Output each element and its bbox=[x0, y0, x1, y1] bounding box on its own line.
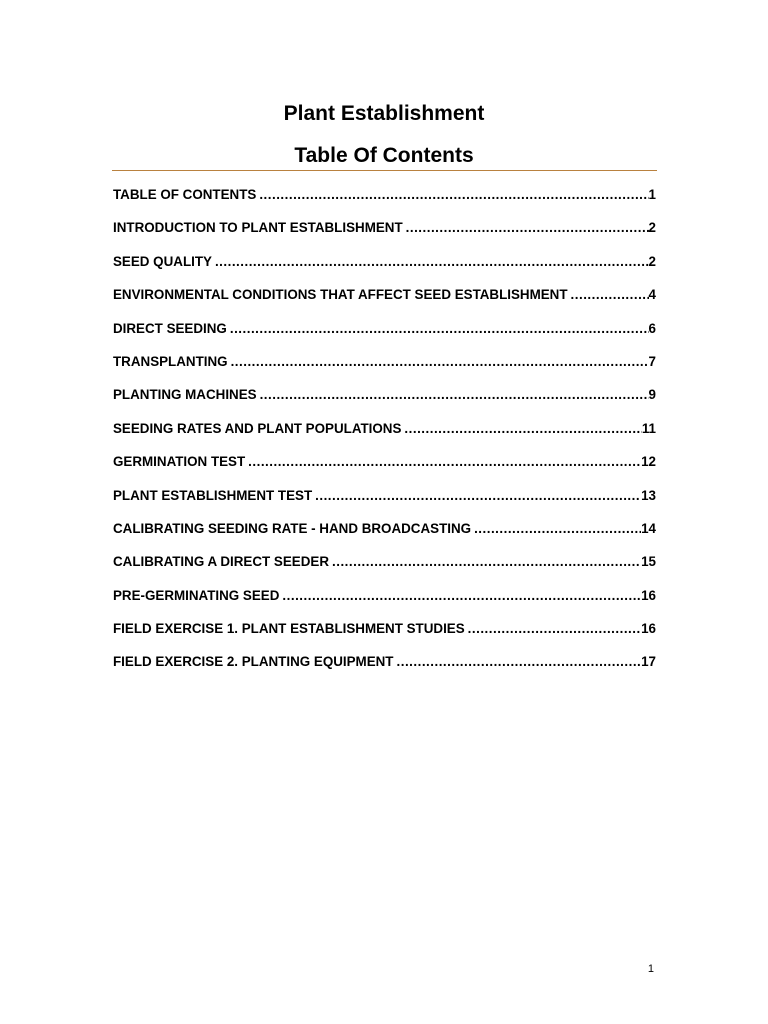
toc-entry-page: 14 bbox=[641, 520, 656, 536]
page-number: 1 bbox=[647, 963, 654, 975]
toc-leader-dots bbox=[257, 384, 649, 406]
toc-leader-dots bbox=[312, 485, 641, 507]
toc-leader-dots bbox=[394, 651, 642, 673]
toc-entry-title: CALIBRATING A DIRECT SEEDER bbox=[113, 554, 329, 570]
toc-leader-dots bbox=[568, 284, 649, 306]
toc-leader-dots bbox=[227, 318, 649, 340]
toc-entry-title: DIRECT SEEDING bbox=[113, 320, 227, 336]
toc-entry-page: 17 bbox=[641, 654, 656, 670]
toc-leader-dots bbox=[256, 184, 648, 206]
toc-entry-title: SEED QUALITY bbox=[113, 253, 212, 269]
toc-entry[interactable] bbox=[113, 418, 656, 451]
toc-entry[interactable] bbox=[113, 184, 656, 217]
toc-entry[interactable] bbox=[113, 284, 656, 317]
toc-leader-dots bbox=[228, 351, 649, 373]
toc-entry-page: 2 bbox=[648, 253, 656, 269]
toc-entry-page: 15 bbox=[641, 554, 656, 570]
toc-entry-page: 11 bbox=[641, 420, 656, 436]
toc-entry[interactable] bbox=[113, 585, 656, 618]
toc-entry[interactable] bbox=[113, 651, 656, 684]
toc-entry-page: 4 bbox=[648, 287, 656, 303]
toc-entry[interactable] bbox=[113, 351, 656, 384]
toc-entry-title: CALIBRATING SEEDING RATE - HAND BROADCASTING bbox=[113, 520, 472, 536]
toc-entry[interactable] bbox=[113, 384, 656, 417]
toc-leader-dots bbox=[329, 551, 641, 573]
toc-leader-dots bbox=[465, 618, 641, 640]
toc-entry[interactable] bbox=[113, 217, 656, 250]
toc-entry-title: PLANTING MACHINES bbox=[113, 387, 257, 403]
toc-entry-page: 2 bbox=[648, 220, 656, 236]
toc-leader-dots bbox=[401, 418, 641, 440]
toc-entry-page: 12 bbox=[641, 454, 656, 470]
toc-list bbox=[113, 184, 656, 685]
toc-entry-page: 1 bbox=[648, 187, 656, 202]
toc-leader-dots bbox=[403, 217, 649, 239]
toc-entry[interactable] bbox=[113, 451, 656, 484]
document-title: Plant Establishment bbox=[283, 102, 485, 125]
toc-entry-title: SEEDING RATES AND PLANT POPULATIONS bbox=[113, 420, 402, 436]
toc-entry-title: TABLE OF CONTENTS bbox=[113, 187, 257, 202]
toc-entry-page: 16 bbox=[641, 621, 656, 637]
toc-entry-title: INTRODUCTION TO PLANT ESTABLISHMENT bbox=[113, 220, 403, 236]
toc-entry-title: FIELD EXERCISE 1. PLANT ESTABLISHMENT STUDIES bbox=[113, 621, 465, 637]
toc-leader-dots bbox=[279, 585, 641, 607]
toc-leader-dots bbox=[245, 451, 641, 473]
toc-entry[interactable] bbox=[113, 618, 656, 651]
toc-entry-title: ENVIRONMENTAL CONDITIONS THAT AFFECT SEED ESTABLISHMENT bbox=[113, 287, 568, 303]
toc-entry-title: GERMINATION TEST bbox=[113, 454, 246, 470]
toc-leader-dots bbox=[212, 251, 649, 273]
toc-entry[interactable] bbox=[113, 518, 656, 551]
toc-entry[interactable] bbox=[113, 485, 656, 518]
toc-entry-page: 9 bbox=[648, 387, 656, 403]
toc-entry-title: FIELD EXERCISE 2. PLANTING EQUIPMENT bbox=[113, 654, 394, 670]
toc-entry-title: TRANSPLANTING bbox=[113, 353, 228, 369]
toc-entry-page: 13 bbox=[641, 487, 656, 503]
heading-divider bbox=[112, 170, 657, 171]
toc-heading: Table Of Contents bbox=[294, 144, 474, 167]
toc-entry[interactable] bbox=[113, 318, 656, 351]
toc-entry-page: 16 bbox=[641, 587, 656, 603]
toc-entry-page: 6 bbox=[648, 320, 656, 336]
toc-entry-title: PRE-GERMINATING SEED bbox=[113, 587, 280, 603]
toc-entry[interactable] bbox=[113, 251, 656, 284]
toc-entry-title: PLANT ESTABLISHMENT TEST bbox=[113, 487, 313, 503]
toc-leader-dots bbox=[471, 518, 641, 540]
toc-entry[interactable] bbox=[113, 551, 656, 584]
toc-entry-page: 7 bbox=[648, 353, 656, 369]
